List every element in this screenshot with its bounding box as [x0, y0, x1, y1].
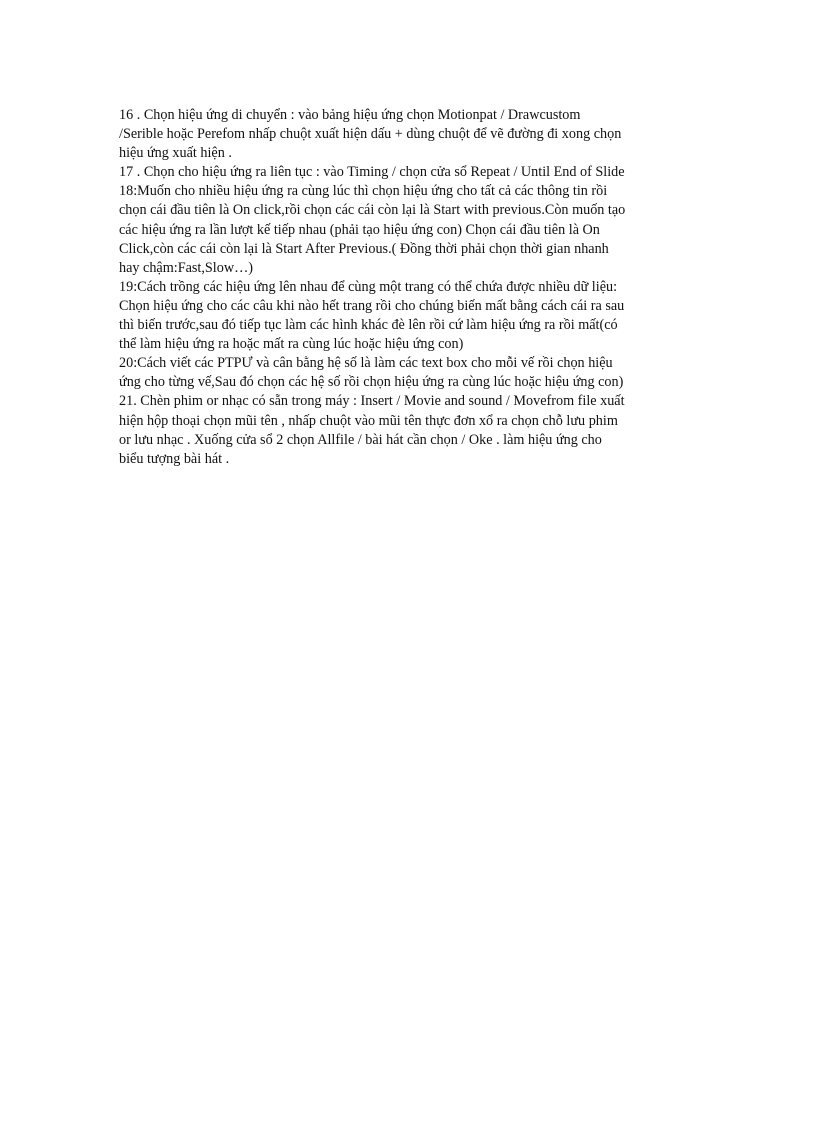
text-line-11: Chọn hiệu ứng cho các câu khi nào hết trang rồi cho chúng biến mất bằng cách cái ra sau — [119, 297, 625, 314]
text-line-3: hiệu ứng xuất hiện . — [119, 145, 232, 162]
text-line-1: 16 . Chọn hiệu ứng di chuyển : vào bảng hiệu ứng chọn Motionpat / Drawcustom — [119, 107, 581, 123]
text-line-12: thì biến trước,sau đó tiếp tục làm các hình khác đè lên rồi cứ làm hiệu ứng ra rồi mất(có — [119, 317, 618, 334]
text-line-14: 20:Cách viết các PTPƯ và cân bằng hệ số là làm các text box cho mỗi vế rồi chọn hiệu — [119, 355, 613, 372]
text-line-7: các hiệu ứng ra lần lượt kế tiếp nhau (phải tạo hiệu ứng con) Chọn cái đầu tiên là On — [119, 221, 600, 238]
text-line-6: chọn cái đầu tiên là On click,rồi chọn các cái còn lại là Start with previous.Còn muốn tạo — [119, 202, 626, 219]
document-body — [119, 106, 699, 469]
text-line-19: biểu tượng bài hát . — [119, 450, 230, 467]
text-line-17: hiện hộp thoại chọn mũi tên , nhấp chuột vào mũi tên thực đơn xổ ra chọn chỗ lưu phim — [119, 412, 618, 429]
text-line-16: 21. Chèn phim or nhạc có sẵn trong máy : Insert / Movie and sound / Movefrom file xuất — [119, 393, 625, 410]
text-line-15: ứng cho từng vế,Sau đó chọn các hệ số rồi chọn hiệu ứng ra cùng lúc hoặc hiệu ứng con) — [119, 374, 624, 391]
text-line-4: 17 . Chọn cho hiệu ứng ra liên tục : vào Timing / chọn cửa sổ Repeat / Until End of Slide — [119, 164, 625, 181]
text-line-5: 18:Muốn cho nhiều hiệu ứng ra cùng lúc thì chọn hiệu ứng cho tất cả các thông tin rồi — [119, 183, 608, 200]
text-line-18: or lưu nhạc . Xuống cửa sổ 2 chọn Allfile / bài hát cần chọn / Oke . làm hiệu ứng cho — [119, 431, 602, 448]
text-line-9: hay chậm:Fast,Slow…) — [119, 259, 253, 276]
text-line-10: 19:Cách trồng các hiệu ứng lên nhau để cùng một trang có thể chứa được nhiều dữ liệu: — [119, 278, 618, 295]
text-line-8: Click,còn các cái còn lại là Start After Previous.( Đồng thời phải chọn thời gian nhanh — [119, 240, 609, 257]
text-line-13: thể làm hiệu ứng ra hoặc mất ra cùng lúc hoặc hiệu ứng con) — [119, 336, 464, 353]
text-line-2: /Serible hoặc Perefom nhấp chuột xuất hiện dấu + dùng chuột để vẽ đường đi xong chọn — [119, 126, 622, 143]
